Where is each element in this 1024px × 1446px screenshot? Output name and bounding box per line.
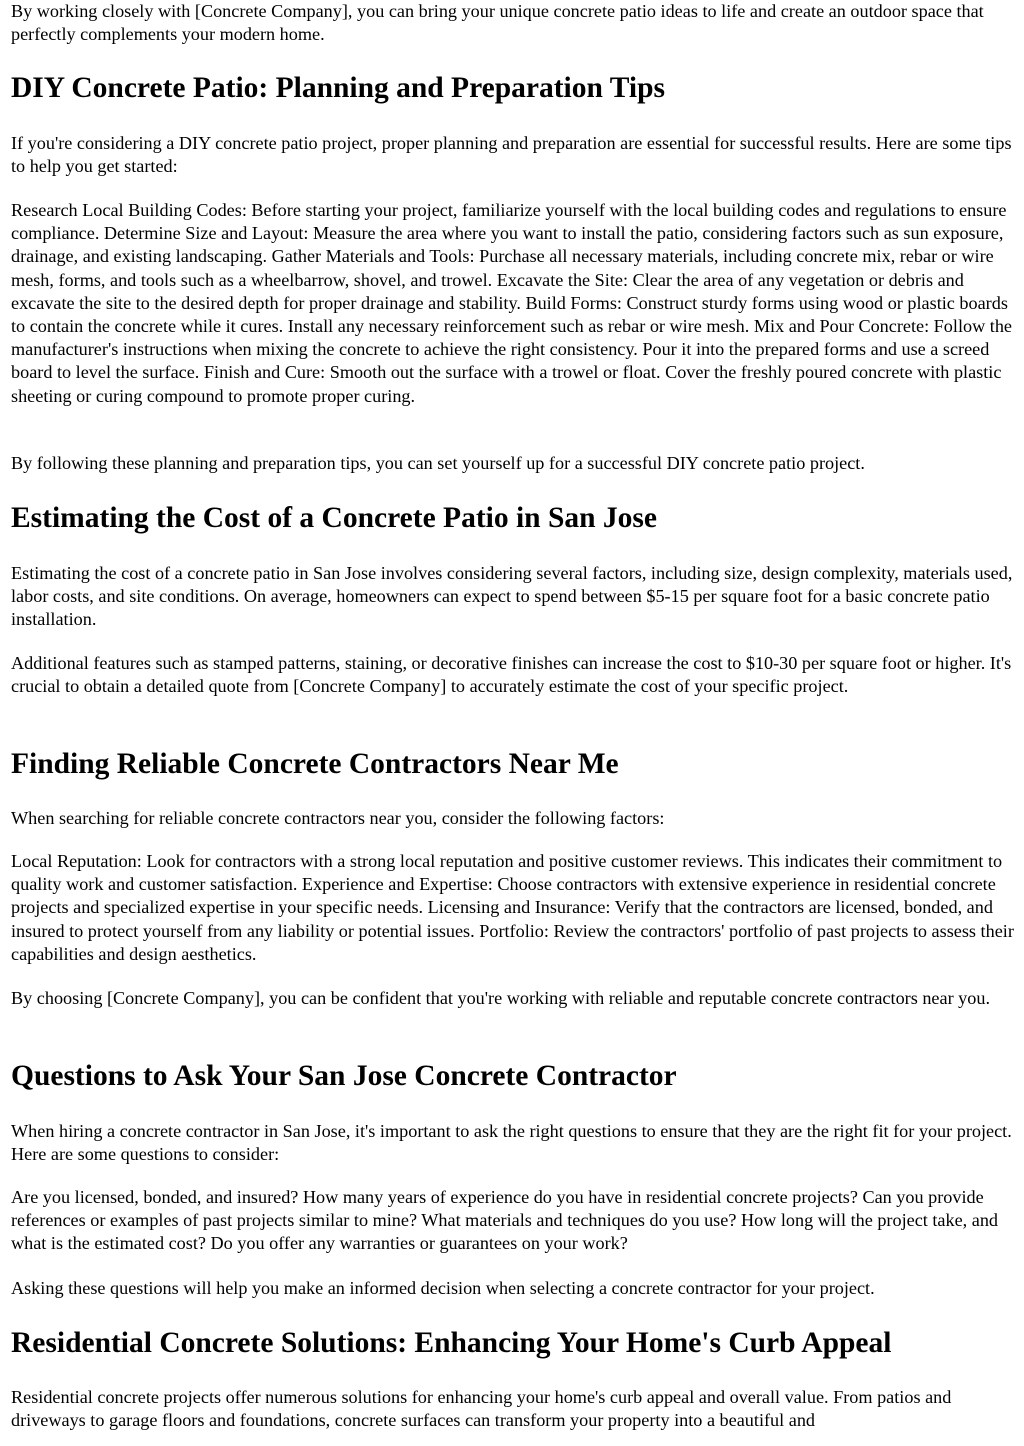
section-heading-contractors: Finding Reliable Concrete Contractors Near Me [11,748,619,780]
section-paragraph: Residential concrete projects offer numerous solutions for enhancing your home's curb appeal and overall value. From patios and driveways to garage floors and foundations, concrete surfaces can transform your property into a beautiful and [11,1387,952,1431]
section-paragraph: By following these planning and preparation tips, you can set yourself up for a successful DIY concrete patio project. [11,453,865,473]
section-paragraph: If you're considering a DIY concrete patio project, proper planning and preparation are essential for successful results. Here are some tips to help you get started: [11,133,1012,177]
section-paragraph: Research Local Building Codes: Before starting your project, familiarize yourself with the local building codes and regulations to ensure compliance. Determine Size and Layout: Measure the area where you want to install the patio, considering factors such as sun exposure, drainage, and existing landscaping. Gather Materials and Tools: Purchase all necessary materials, including concrete mix, rebar or wire mesh, forms, and tools such as a wheelbarrow, shovel, and trowel. Excavate the Site: Clear the area of any vegetation or debris and excavate the site to the desired depth for proper drainage and stability. Build Forms: Construct sturdy forms using wood or plastic boards to contain the concrete while it cures. Install any necessary reinforcement such as rebar or wire mesh. Mix and Pour Concrete: Follow the manufacturer's instructions when mixing the concrete to achieve the right consistency. Pour it into the prepared forms and use a screed board to level the surface. Finish and Cure: Smooth out the surface with a trowel or float. Cover the freshly poured concrete with plastic sheeting or curing compound to promote proper curing. [11,200,1012,406]
section-paragraph: When searching for reliable concrete contractors near you, consider the following factors: [11,808,665,828]
section-paragraph: Estimating the cost of a concrete patio in San Jose involves considering several factors, including size, design complexity, materials used, labor costs, and site conditions. On average, homeowners can expect to spend between $5-15 per square foot for a basic concrete patio installation. [11,563,1013,630]
section-paragraph: When hiring a concrete contractor in San Jose, it's important to ask the right questions to ensure that they are the right fit for your project. Here are some questions to consider: [11,1121,1012,1165]
section-paragraph: Local Reputation: Look for contractors with a strong local reputation and positive customer reviews. This indicates their commitment to quality work and customer satisfaction. Experience and Expertise: Choose contractors with extensive experience in residential concrete projects and specialized expertise in your specific needs. Licensing and Insurance: Verify that the contractors are licensed, bonded, and insured to protect yourself from any liability or potential issues. Portfolio: Review the contractors' portfolio of past projects to assess their capabilities and design aesthetics. [11,851,1014,964]
section-paragraph: By choosing [Concrete Company], you can be confident that you're working with reliable and reputable concrete contractors near you. [11,988,991,1008]
section-paragraph: Asking these questions will help you make an informed decision when selecting a concrete contractor for your project. [11,1278,875,1298]
section-heading-questions: Questions to Ask Your San Jose Concrete Contractor [11,1060,677,1092]
section-paragraph: Additional features such as stamped patterns, staining, or decorative finishes can increase the cost to $10-30 per square foot or higher. It's crucial to obtain a detailed quote from [Concrete Company] to accurately estimate the cost of your specific project. [11,653,1012,697]
section-paragraph: Are you licensed, bonded, and insured? How many years of experience do you have in residential concrete projects? Can you provide references or examples of past projects similar to mine? What materials and techniques do you use? How long will the project take, and what is the estimated cost? Do you offer any warranties or guarantees on your work? [11,1187,999,1254]
intro-paragraph: By working closely with [Concrete Company], you can bring your unique concrete patio ideas to life and create an outdoor space that perfectly complements your modern home. [11,1,984,45]
section-heading-cost-estimate: Estimating the Cost of a Concrete Patio in San Jose [11,502,657,534]
section-heading-curb-appeal: Residential Concrete Solutions: Enhancing Your Home's Curb Appeal [11,1327,892,1359]
section-heading-diy-patio: DIY Concrete Patio: Planning and Preparation Tips [11,72,665,104]
